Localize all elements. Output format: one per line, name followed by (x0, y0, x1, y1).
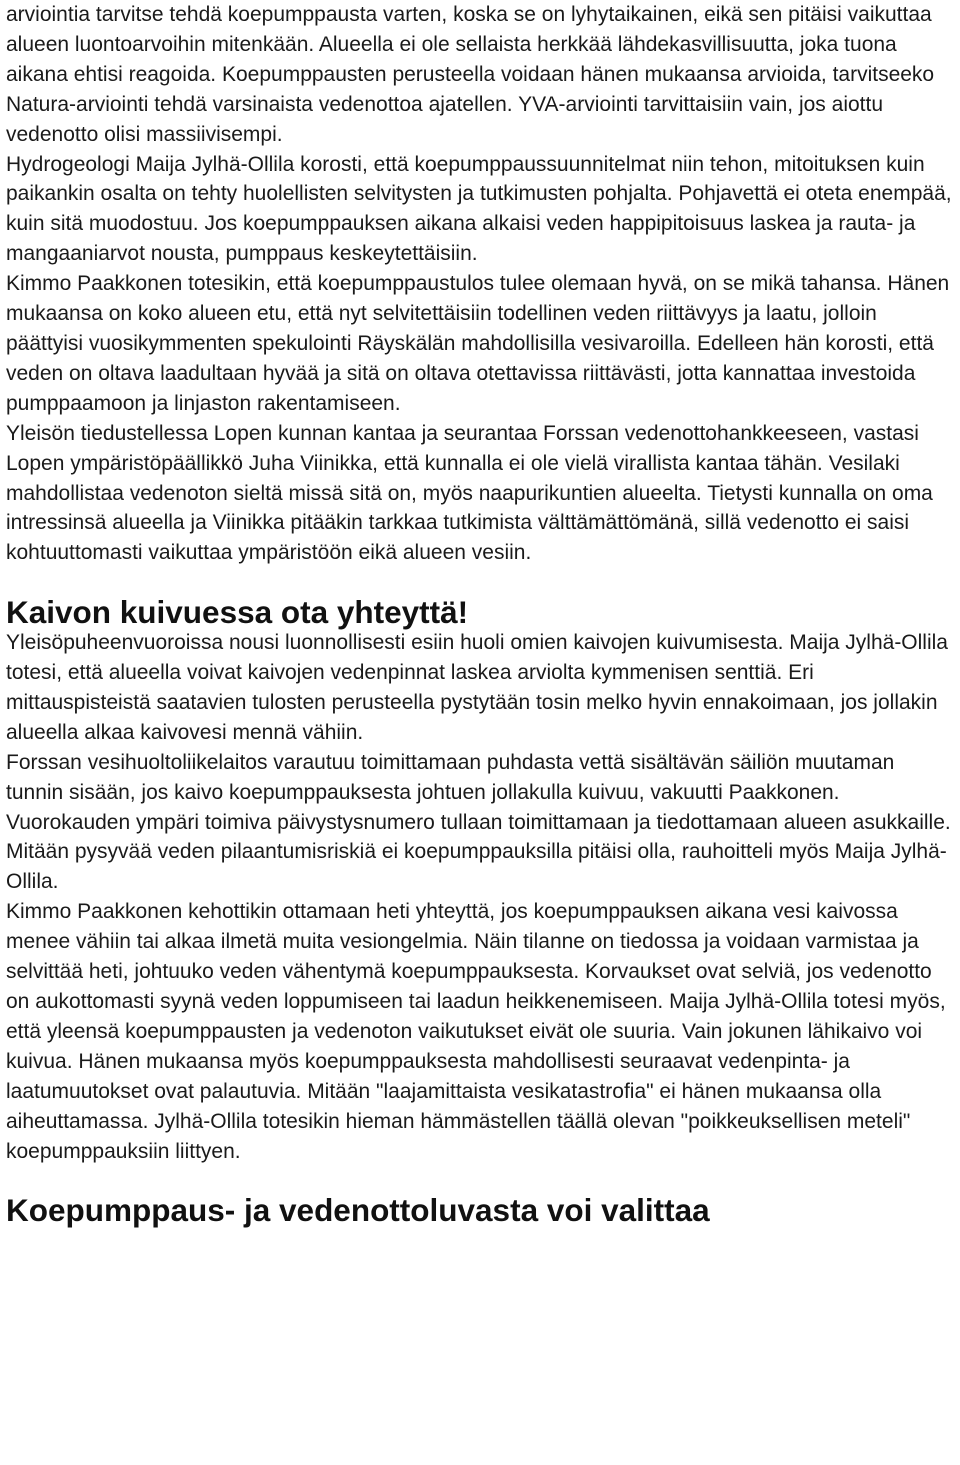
document-page (6, 0, 956, 1229)
section-heading-appeal: Koepumppaus- ja vedenottoluvasta voi valittaa (6, 1192, 710, 1229)
paragraph-well-concern: Yleisöpuheenvuoroissa nousi luonnollisesti esiin huoli omien kaivojen kuivumisesta. Maija Jylhä-Ollila totesi, että alueella voivat kaivojen vedenpinnat laskea arviolta kymmenisen senttiä. Eri mittauspisteistä saatavien tulosten perusteella pystytään tosin melko hyvin ennakoimaan, jos jollakin alueella alkaa kaivovesi mennä vähiin. (6, 631, 948, 744)
paragraph-hydrogeologist: Hydrogeologi Maija Jylhä-Ollila korosti, että koepumppaussuunnitelmat niin tehon, mitoituksen kuin paikankin osalta on tehty huolellisten selvitysten ja tutkimusten pohjalta. Pohjavettä ei oteta enempää, kuin sitä muodostuu. Jos koepumppauksen aikana alkaisi veden happipitoisuus laskea ja rauta- ja mangaaniarvot nousta, pumppaus keskeytettäisiin. (6, 152, 952, 266)
paragraph-lopen-kunta: Yleisön tiedustellessa Lopen kunnan kantaa ja seurantaa Forssan vedenottohankkeeseen, vastasi Lopen ympäristöpäällikkö Juha Viinikka, että kunnalla ei ole vielä virallista kantaa tähän. Vesilaki mahdollistaa vedenoton sieltä missä sitä on, myös naapurikuntien alueelta. Tietysti kunnalla on oma intressinsä alueella ja Viinikka pitääkin tarkkaa tutkimista välttämättömänä, sillä vedenotto ei saisi kohtuuttomasti vaikuttaa ympäristöön eikä alueen vesiin. (6, 421, 933, 565)
paragraph-natura-assessment: arviointia tarvitse tehdä koepumppausta varten, koska se on lyhytaikainen, eikä sen pitäisi vaikuttaa alueen luontoarvoihin mitenkään. Alueella ei ole sellaista herkkää lähdekasvillisuutta, joka tuona aikana ehtisi reagoida. Koepumppausten perusteella voidaan hänen mukaansa arvioida, tarvitseeko Natura-arviointi tehdä varsinaista vedenottoa ajatellen. YVA-arviointi tarvittaisiin vain, jos aiottu vedenotto olisi massiivisempi. (6, 3, 935, 146)
section-heading-wells: Kaivon kuivuessa ota yhteyttä! (6, 594, 469, 631)
paragraph-paakkonen-result: Kimmo Paakkonen totesikin, että koepumppaustulos tulee olemaan hyvä, on se mikä tahansa. Hänen mukaansa on koko alueen etu, että nyt selvitettäisiin todellinen veden riittävyys ja laatu, jolloin päättyisi vuosikymmenten spekulointi Räyskälän mahdollisilla vesivaroilla. Edelleen hän korosti, että veden on oltava laadultaan hyvää ja sitä on oltava otettavissa riittävästi, jotta kannattaa investoida pumppaamoon ja linjaston rakentamiseen. (6, 272, 950, 415)
paragraph-contact-advice: Kimmo Paakkonen kehottikin ottamaan heti yhteyttä, jos koepumppauksen aikana vesi kaivossa menee vähiin tai alkaa ilmetä muita vesiongelmia. Näin tilanne on tiedossa ja voidaan varmistaa ja selvittää heti, johtuuko veden vähentymä koepumppauksesta. Korvaukset ovat selviä, jos vedenotto on aukottomasti syynä veden loppumiseen tai laadun heikkenemiseen. Maija Jylhä-Ollila totesi myös, että yleensä koepumppausten ja vedenoton vaikutukset eivät ole suuria. Vain jokunen lähikaivo voi kuivua. Hänen mukaansa myös koepumppauksesta mahdollisesti seuraavat vedenpinta- ja laatumuutokset ovat palautuvia. Mitään "laajamittaista vesikatastrofia" ei hänen mukaansa olla aiheuttamassa. Jylhä-Ollila totesikin hieman hämmästellen täällä olevan "poikkeuksellisen meteli" koepumppauksiin liittyen. (6, 900, 946, 1163)
paragraph-water-supply: Forssan vesihuoltoliikelaitos varautuu toimittamaan puhdasta vettä sisältävän säiliön muutaman tunnin sisään, jos kaivo koepumppauksesta johtuen jollakulla kuivuu, vakuutti Paakkonen. Vuorokauden ympäri toimiva päivystysnumero tullaan toimittamaan ja tiedottamaan alueen asukkaille. Mitään pysyvää veden pilaantumisriskiä ei koepumppauksilla pitäisi olla, rauhoitteli myös Maija Jylhä-Ollila. (6, 750, 951, 894)
